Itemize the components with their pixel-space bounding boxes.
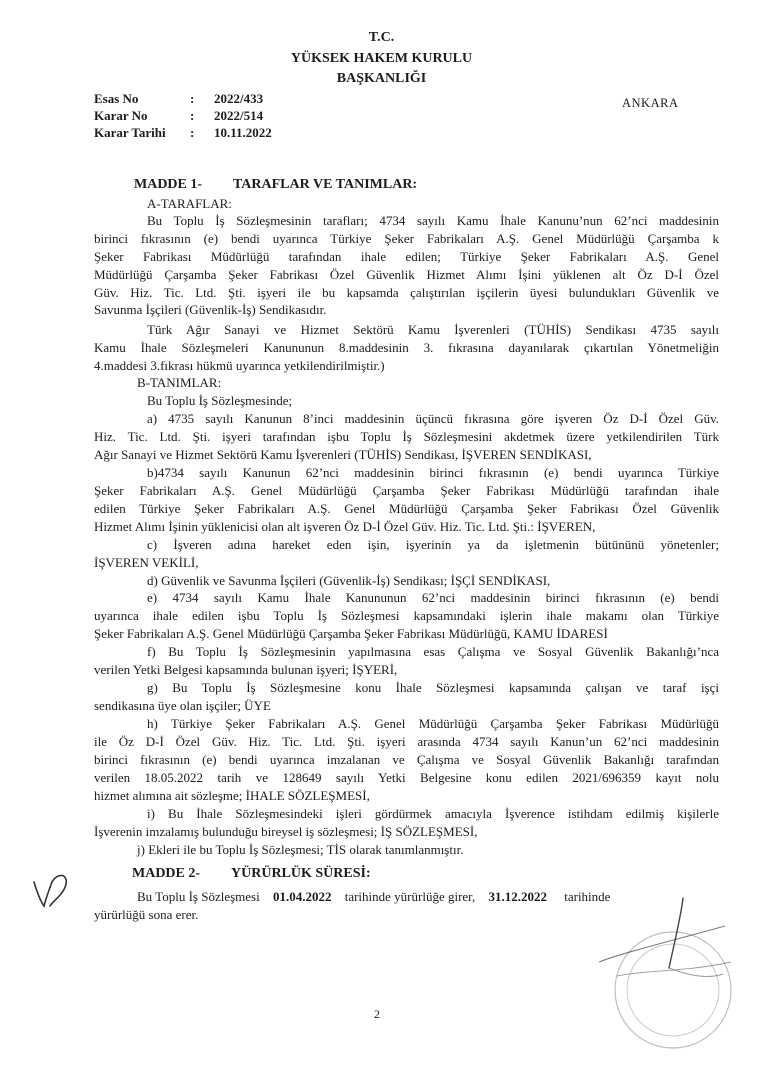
madde1-line: Güv. Hiz. Tic. Ltd. Şti. işyeri ile bu kapsamda çalıştırılan işçilerin üyesi bulundukları Güvenlik ve	[94, 285, 719, 300]
madde1-line: c) İşveren adına hareket eden işin, işyerinin ya da işletmenin bütününü yönetenler;	[147, 537, 719, 552]
madde1-line: Bu Toplu İş Sözleşmesinin tarafları; 4734 sayılı Kamu İhale Kanunu’nun 62’nci maddesinin	[147, 213, 719, 228]
madde1-number: MADDE 1-	[134, 177, 203, 192]
madde1-line: Şeker Fabrikaları A.Ş. Genel Müdürlüğü Çarşamba Şeker Fabrikası Müdürlüğü, KAMU İDARESİ	[94, 626, 608, 641]
madde1-line: İşverenin imzalamış bulunduğu bireysel iş sözleşmesi; İŞ SÖZLEŞMESİ,	[94, 824, 478, 839]
madde1-line: Hiz. Tic. Ltd. Şti. işyeri tarafından işbu Toplu İş Sözleşmesini akdetmek üzere yetkilendirilen Türk	[94, 429, 719, 444]
madde1-line: f) Bu Toplu İş Sözleşmesinin yapılmasına esas Çalışma ve Sosyal Güvenlik Bakanlığı’nca	[147, 644, 719, 659]
madde1-line: A-TARAFLAR:	[147, 196, 232, 211]
madde1-line: sendikasına üye olan işçiler; ÜYE	[94, 698, 271, 713]
madde1-line: verilen 18.05.2022 tarih ve 128649 sayılı Yetki Belgesine konu edilen 2021/696359 kayıt nolu	[94, 770, 719, 785]
madde1-line: j) Ekleri ile bu Toplu İş Sözleşmesi; TİS olarak tanımlanmıştır.	[137, 842, 464, 857]
madde1-line: Kamu İhale Sözleşmeleri Kanununun 8.maddesinin 3. fıkrasına dayanılarak çıkartılan Yönetmeliğin	[94, 340, 719, 355]
madde1-line: edilen Türkiye Şeker Fabrikaları A.Ş. Genel Müdürlüğü Çarşamba Şeker Fabrikası Özel Güvenlik	[94, 501, 719, 516]
madde2-line-1: Bu Toplu İş Sözleşmesi 01.04.2022 tarihinde yürürlüğe girer, 31.12.2022 tarihinde	[137, 889, 611, 904]
header-institution: YÜKSEK HAKEM KURULU	[290, 51, 473, 66]
madde1-line: Savunma İşçileri (Güvenlik-İş) Sendikasıdır.	[94, 302, 327, 317]
madde1-line: İŞVEREN VEKİLİ,	[94, 555, 199, 570]
madde1-line: Müdürlüğü Çarşamba Şeker Fabrikası Özel Güvenlik Hizmet Alımı İşini yüklenen alt Öz D-İ Özel	[94, 267, 719, 282]
page-number: 2	[374, 1007, 380, 1021]
madde1-line: birinci fıkrasının (e) bendi uyarınca Türkiye Şeker Fabrikaları A.Ş. Genel Müdürlüğü Çarşamba k	[94, 231, 719, 246]
meta-karar-no: Karar No : 2022/514	[94, 108, 264, 123]
madde1-line: h) Türkiye Şeker Fabrikaları A.Ş. Genel Müdürlüğü Çarşamba Şeker Fabrikası Müdürlüğü	[147, 716, 719, 731]
header-tc: T.C.	[368, 30, 395, 45]
madde1-line: verilen Yetki Belgesi kapsamında bulunan işyeri; İŞYERİ,	[94, 662, 398, 677]
madde1-line: g) Bu Toplu İş Sözleşmesine konu İhale Sözleşmesi kapsamında çalışan ve taraf işçi	[147, 680, 719, 695]
madde1-line: birinci fıkrasının (e) bendi uyarınca imzalanan ve Çalışma ve Sosyal Güvenlik Bakanlığı tarafından	[94, 752, 719, 767]
madde1-line: Şeker Fabrikası Müdürlüğü tarafından ihale edilen; Türkiye Şeker Fabrikaları A.Ş. Genel	[94, 249, 719, 264]
meta-karar-tarihi: Karar Tarihi : 10.11.2022	[94, 125, 272, 140]
madde1-line: hizmet alımına ait sözleşme; İHALE SÖZLEŞMESİ,	[94, 788, 370, 803]
madde1-title: TARAFLAR VE TANIMLAR:	[233, 177, 418, 192]
madde1-line: Şeker Fabrikaları A.Ş. Genel Müdürlüğü Çarşamba Şeker Fabrikası Müdürlüğü tarafından ihale	[94, 483, 719, 498]
header-presidency: BAŞKANLIĞI	[336, 71, 427, 86]
madde1-line: d) Güvenlik ve Savunma İşçileri (Güvenlik-İş) Sendikası; İŞÇİ SENDİKASI,	[147, 573, 551, 588]
madde1-line: uyarınca ihale edilen işbu Toplu İş Sözleşmesi kapsamındaki işlerin ihale makamı olan Türkiye	[94, 608, 719, 623]
meta-esas-no: Esas No : 2022/433	[94, 91, 264, 106]
city: ANKARA	[622, 96, 679, 110]
madde1-line: ile Öz D-İ Özel Güv. Hiz. Tic. Ltd. Şti. işyeri arasında 4734 sayılı Kanun’un 62’nci maddesinin	[94, 734, 719, 749]
madde1-line: b)4734 sayılı Kanunun 62’nci maddesinin birinci fıkrasının (e) bendi uyarınca Türkiye	[147, 465, 719, 480]
madde1-line: 4.maddesi 3.fıkrası hükmü uyarınca yetkilendirilmiştir.)	[94, 358, 385, 373]
madde1-line: Türk Ağır Sanayi ve Hizmet Sektörü Kamu İşverenleri (TÜHİS) Sendikası 4735 sayılı	[147, 322, 719, 337]
madde1-line: a) 4735 sayılı Kanunun 8’inci maddesinin üçüncü fıkrasına göre işveren Öz D-İ Özel Güv.	[147, 411, 719, 426]
madde2-line-2: yürürlüğü sona erer.	[94, 907, 199, 922]
madde1-line: e) 4734 sayılı Kamu İhale Kanununun 62’nci maddesinin birinci fıkrasının (e) bendi	[147, 590, 719, 605]
madde1-line: i) Bu İhale Sözleşmesindeki işleri gördürmek amacıyla İşverence istihdam edilmiş kişilerle	[147, 806, 719, 821]
case-meta	[94, 90, 272, 141]
madde1-line: Hizmet Alımı İşinin yüklenicisi olan alt işveren Öz D-İ Özel Güv. Hiz. Tic. Ltd. Şti.: İŞVEREN,	[94, 519, 596, 534]
madde2-number: MADDE 2-	[132, 866, 201, 881]
madde1-line: Bu Toplu İş Sözleşmesinde;	[147, 393, 293, 408]
madde1-line: Ağır Sanayi ve Hizmet Sektörü Kamu İşverenleri (TÜHİS) Sendikası, İŞVEREN SENDİKASI,	[94, 447, 592, 462]
handwritten-initials-icon	[28, 868, 76, 912]
seal-stamp-icon	[555, 880, 755, 1080]
madde1-line: B-TANIMLAR:	[137, 375, 222, 390]
madde2-title: YÜRÜRLÜK SÜRESİ:	[231, 866, 371, 881]
